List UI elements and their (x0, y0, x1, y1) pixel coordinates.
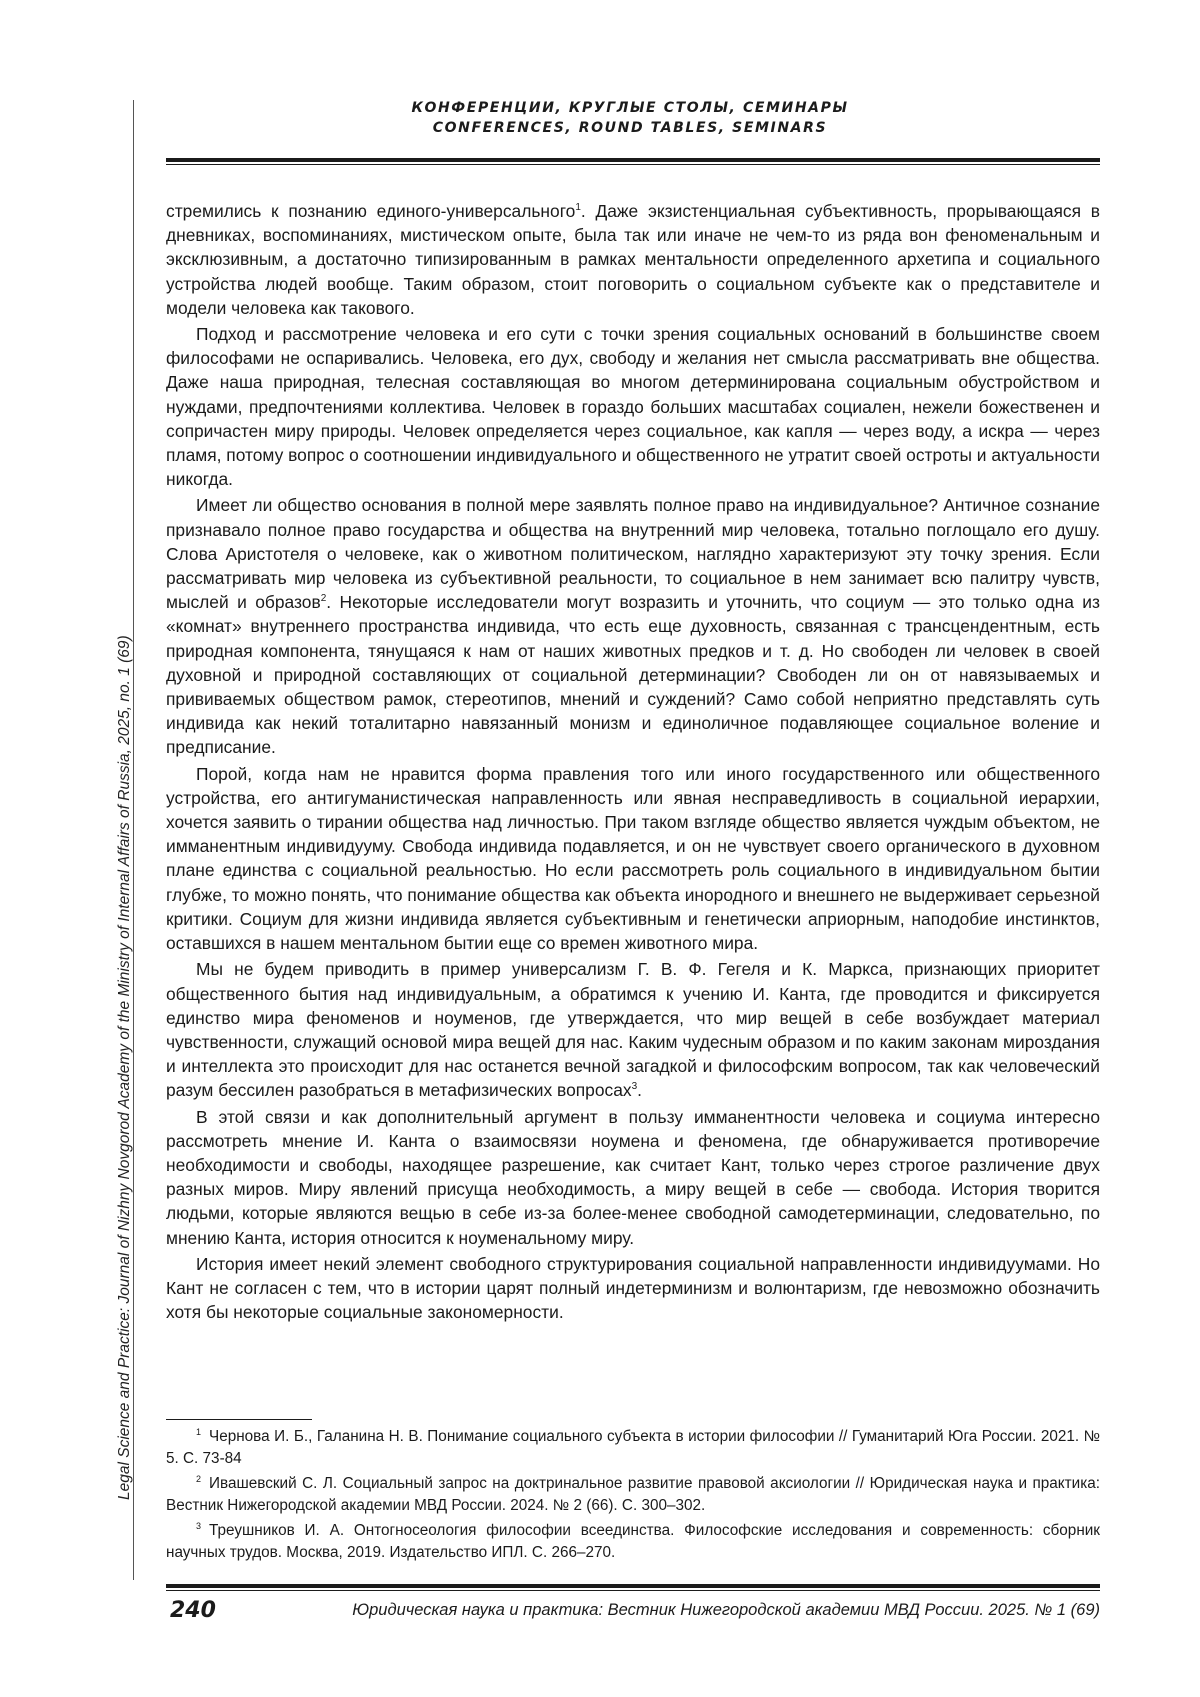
paragraph-text: Подход и рассмотрение человека и его сути с точки зрения социальных оснований в большинстве своем философами не оспаривались. Человека, его дух, свободу и желания нет смысла рассматривать вне общества. Даже наша природная, телесная составляющая во многом детерминирована социальным обустройством и нуждами, предпочтениями коллектива. Человек в гораздо больших масштабах социален, нежели божественен и сопричастен миру природы. Человек определяется через социальное, как капля — через воду, а искра — через пламя, потому вопрос о соотношении индивидуального и общественного не утратит своей остроты и актуальности никогда. (166, 324, 1100, 490)
paragraph-text: Мы не будем приводить в пример универсализм Г. В. Ф. Гегеля и К. Маркса, признающих приоритет общественного бытия над индивидуальным, а обратимся к учению И. Канта, где проводится и фиксируется единство мира феноменов и ноуменов, где утверждается, что мир вещей в себе возбуждает материал чувственности, служащий основой мира вещей для нас. Каким чудесным образом и по каким законам мироздания и интеллекта это происходит для нас останется вечной загадкой и философским вопросом, так как человеческий разум бессилен разобраться в метафизических вопросах (166, 959, 1100, 1101)
paragraph (166, 493, 1100, 759)
footnote-text: Треушников И. А. Онтогносеология философии всеединства. Философские исследования и современность: сборник научных трудов. Москва, 2019. Издательство ИПЛ. С. 266–270. (166, 1522, 1100, 1561)
header-rule-thick (166, 158, 1100, 162)
section-title-ru: КОНФЕРЕНЦИИ, КРУГЛЫЕ СТОЛЫ, СЕМИНАРЫ (411, 100, 849, 116)
paragraph-text: . (637, 1080, 642, 1101)
article-body (166, 199, 1100, 1326)
paragraph-text: История имеет некий элемент свободного структурирования социальной направленности индивидуумами. Но Кант не согласен с тем, что в истории царят полный индетерминизм и волюнтаризм, где невозможно обозначить хотя бы некоторые социальные закономерности. (166, 1253, 1100, 1323)
header-rule-thin (166, 164, 1100, 165)
paragraph (166, 762, 1100, 956)
footnote-text: Чернова И. Б., Галанина Н. В. Понимание социального субъекта в истории философии // Гуманитарий Юга России. 2021. № 5. С. 73-84 (166, 1428, 1100, 1467)
page-number: 240 (170, 1598, 216, 1623)
paragraph (166, 1105, 1100, 1250)
footer-rule-thin (166, 1590, 1100, 1591)
footnote-number: 3 (196, 1520, 202, 1531)
side-journal-title: Legal Science and Practice: Journal of Nizhny Novgorod Academy of the Ministry of Internal Affairs of Russia, 2025, no. 1 (69) (116, 635, 133, 1500)
footer-journal-title: Юридическая наука и практика: Вестник Нижегородской академии МВД России. 2025. № 1 (69) (352, 1601, 1100, 1619)
section-title-en: CONFERENCES, ROUND TABLES, SEMINARS (432, 120, 828, 136)
footnote (166, 1426, 1100, 1470)
footnote-ref[interactable]: 3 (631, 1081, 638, 1093)
footnote-ref[interactable]: 2 (320, 593, 327, 605)
footnote (166, 1520, 1100, 1564)
paragraph-text: В этой связи и как дополнительный аргумент в пользу имманентности человека и социума интересно рассмотреть мнение И. Канта о взаимосвязи ноумена и феномена, где обнаруживается противоречие необходимости и свободы, находящее разрешение, как считает Кант, только через строгое различение двух разных миров. Миру явлений присуща необходимость, а миру вещей в себе — свобода. История творится людьми, которые являются вещью в себе из-за более-менее свободной самодетерминации, следовательно, по мнению Канта, история относится к ноуменальному миру. (166, 1106, 1100, 1248)
section-header (150, 98, 1110, 138)
paragraph (166, 322, 1100, 491)
footnote-separator (166, 1419, 312, 1420)
paragraph-text: . Некоторые исследователи могут возразить и уточнить, что социум — это только одна из «комнат» внутреннего пространства индивида, что есть еще духовность, связанная с трансцендентным, есть природная компонента, тянущаяся к нам от наших животных предков и т. д. Но свободен ли человек в своей духовной и природной составляющих от социальной детерминации? Свободен ли он от навязываемых и прививаемых обществом рамок, стереотипов, мнений и суждений? Само собой неприятно представлять суть индивида как некий тоталитарно навязанный монизм и единоличное подавляющее социальное воление и предписание. (166, 592, 1100, 758)
paragraph-text: стремились к познанию единого-универсального (166, 201, 576, 221)
paragraph (166, 957, 1100, 1102)
footnote (166, 1473, 1100, 1517)
footnote-number: 1 (196, 1426, 202, 1437)
footer-rule-thick (166, 1584, 1100, 1588)
paragraph-text: . Даже экзистенциальная субъективность, прорывающаяся в дневниках, воспоминаниях, мистическом опыте, была так или иначе не чем-то из ряда вон феноменальным и эксклюзивным, а достаточно типизированным в рамках ментальности определенного архетипа и социального устройства людей вообще. Таким образом, стоит поговорить о социальном субъекте как о представителе и модели человека как такового. (166, 201, 1100, 318)
footnotes (166, 1426, 1100, 1567)
paragraph-text: Порой, когда нам не нравится форма правления того или иного государственного или общественного устройства, его антигуманистическая направленность или явная несправедливость в социальной иерархии, хочется заявить о тирании общества над личностью. При таком взгляде общество является чуждым объектом, не имманентным индивидууму. Свобода индивида подавляется, и он не чувствует своего органического в духовном плане единства с социальной реальностью. Но если рассмотреть роль социального в индивидуальном бытии глубже, то можно понять, что понимание общества как объекта инородного и внешнего не выдерживает серьезной критики. Социум для жизни индивида является субъективным и генетически априорным, наподобие инстинктов, оставшихся в нашем ментальном бытии еще со времен животного мира. (166, 763, 1100, 954)
paragraph-text: Имеет ли общество основания в полной мере заявлять полное право на индивидуальное? Античное сознание признавало полное право государства и общества на внутренний мир человека, тотально поглощало его душу. Слова Аристотеля о человеке, как о животном политическом, наглядно характеризуют эту точку зрения. Если рассматривать мир человека из субъективной реальности, то социальное в нем занимает всю палитру чувств, мыслей и образов (166, 495, 1100, 613)
footnote-number: 2 (196, 1473, 202, 1484)
paragraph (166, 199, 1100, 320)
footnote-text: Ивашевский С. Л. Социальный запрос на доктринальное развитие правовой аксиологии // Юридическая наука и практика: Вестник Нижегородской академии МВД России. 2024. № 2 (66). С. 300–302. (166, 1475, 1100, 1514)
footnote-ref[interactable]: 1 (575, 202, 581, 214)
paragraph (166, 1252, 1100, 1325)
